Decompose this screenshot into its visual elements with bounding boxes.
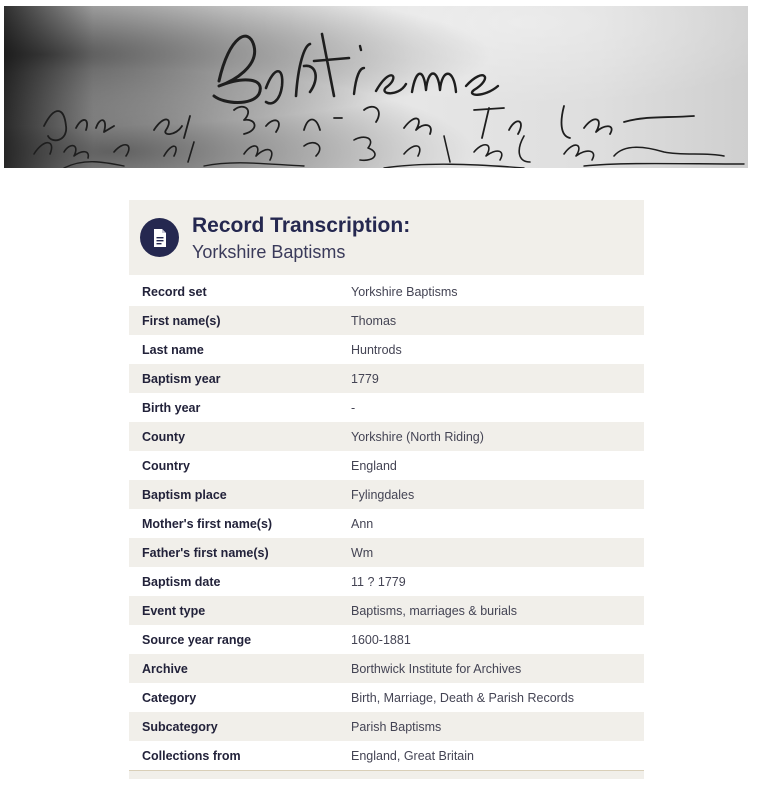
table-row bbox=[129, 741, 644, 770]
row-label: Mother's first name(s) bbox=[142, 516, 273, 531]
table-row bbox=[129, 538, 644, 567]
row-label: First name(s) bbox=[142, 313, 221, 328]
row-label: Father's first name(s) bbox=[142, 545, 269, 560]
row-label: Collections from bbox=[142, 748, 241, 763]
record-transcription-card bbox=[129, 200, 644, 779]
row-value: Yorkshire (North Riding) bbox=[351, 429, 484, 444]
record-details-table bbox=[129, 277, 644, 770]
row-label: Source year range bbox=[142, 632, 252, 647]
row-value: Birth, Marriage, Death & Parish Records bbox=[351, 690, 575, 705]
card-header bbox=[129, 200, 644, 275]
table-row bbox=[129, 422, 644, 451]
row-value: England bbox=[351, 458, 397, 473]
row-value: Ann bbox=[351, 516, 374, 531]
row-value: - bbox=[351, 400, 356, 415]
record-set-subtitle: Yorkshire Baptisms bbox=[192, 241, 346, 262]
card-footer-rule bbox=[129, 770, 644, 779]
row-label: Baptism place bbox=[142, 487, 227, 502]
table-row bbox=[129, 712, 644, 741]
table-row bbox=[129, 364, 644, 393]
row-value: Huntrods bbox=[351, 342, 402, 357]
row-value: Parish Baptisms bbox=[351, 719, 442, 734]
table-row bbox=[129, 596, 644, 625]
row-label: Archive bbox=[142, 661, 188, 676]
row-label: Baptism year bbox=[142, 371, 221, 386]
document-icon bbox=[140, 218, 179, 257]
row-label: Birth year bbox=[142, 400, 201, 415]
row-label: Event type bbox=[142, 603, 206, 618]
row-value: 1600-1881 bbox=[351, 632, 411, 647]
table-row bbox=[129, 335, 644, 364]
table-row bbox=[129, 654, 644, 683]
table-row bbox=[129, 306, 644, 335]
table-row bbox=[129, 451, 644, 480]
table-row bbox=[129, 509, 644, 538]
row-value: Fylingdales bbox=[351, 487, 415, 502]
table-row bbox=[129, 683, 644, 712]
row-label: Country bbox=[142, 458, 190, 473]
row-value: Baptisms, marriages & burials bbox=[351, 603, 518, 618]
row-value: 1779 bbox=[351, 371, 379, 386]
table-row bbox=[129, 393, 644, 422]
row-value: Yorkshire Baptisms bbox=[351, 284, 458, 299]
header-titles bbox=[192, 213, 410, 263]
row-label: Category bbox=[142, 690, 197, 705]
row-value: England, Great Britain bbox=[351, 748, 474, 763]
table-row bbox=[129, 625, 644, 654]
row-value: 11 ? 1779 bbox=[351, 574, 406, 589]
document-icon-glyph bbox=[152, 228, 168, 248]
row-label: County bbox=[142, 429, 186, 444]
row-label: Last name bbox=[142, 342, 204, 357]
row-label: Baptism date bbox=[142, 574, 221, 589]
page-title: Record Transcription: bbox=[192, 213, 411, 237]
table-row bbox=[129, 480, 644, 509]
row-label: Record set bbox=[142, 284, 207, 299]
manuscript-banner bbox=[4, 6, 748, 168]
row-value: Thomas bbox=[351, 313, 397, 328]
manuscript-handwriting bbox=[4, 6, 748, 168]
table-row bbox=[129, 567, 644, 596]
table-row bbox=[129, 277, 644, 306]
row-label: Subcategory bbox=[142, 719, 218, 734]
row-value: Borthwick Institute for Archives bbox=[351, 661, 522, 676]
row-value: Wm bbox=[351, 545, 374, 560]
